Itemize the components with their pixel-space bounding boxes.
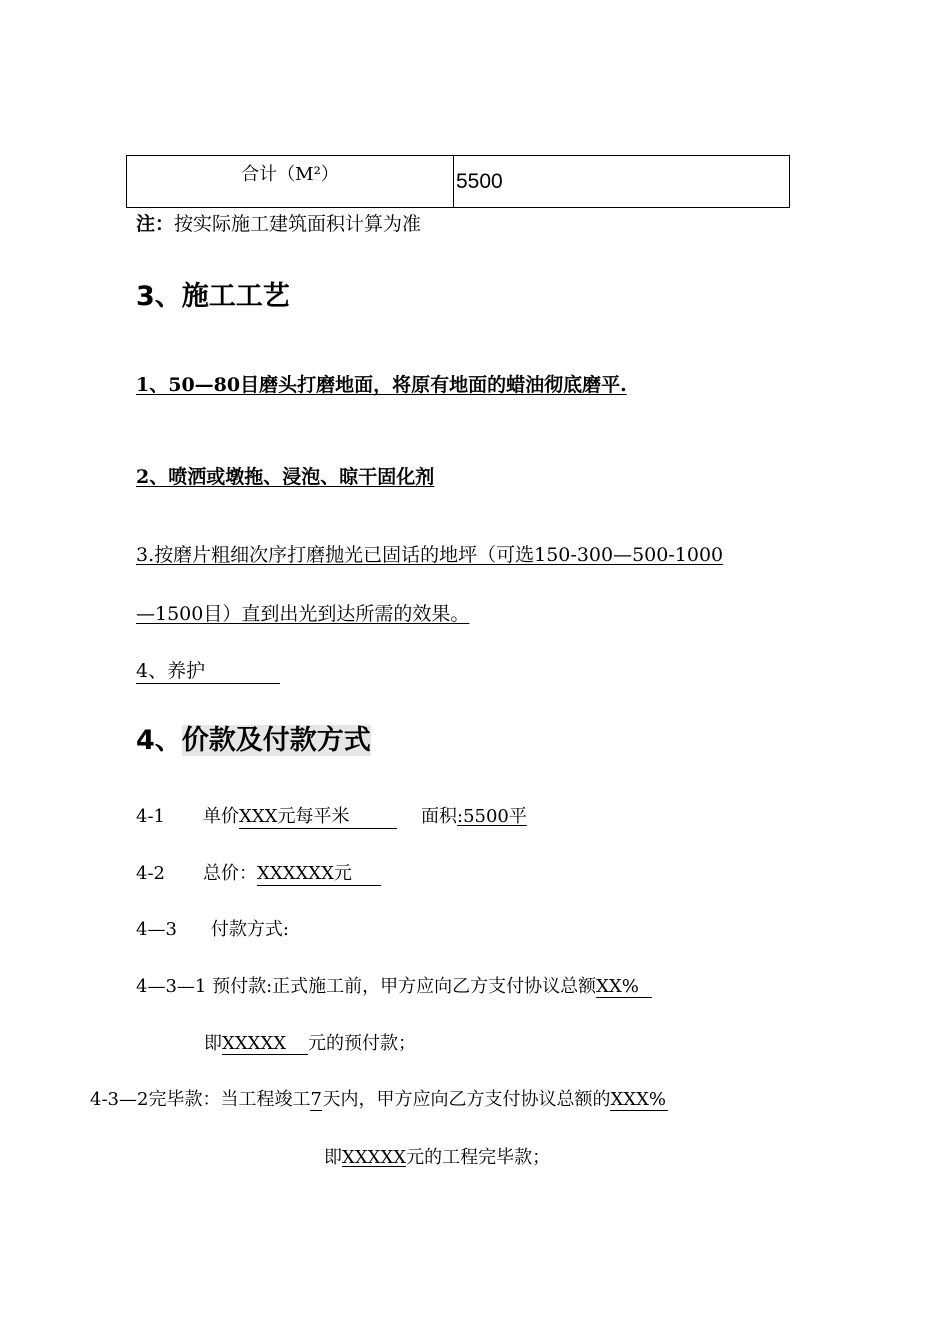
process-step-4 bbox=[136, 656, 280, 684]
process-step-2: 2、喷洒或墩拖、浸泡、晾干固化剂 bbox=[136, 466, 435, 488]
row-4-3 bbox=[136, 915, 289, 941]
total-price-value: XXXXXX元 bbox=[257, 859, 381, 886]
row-4-1-label: 4-1 bbox=[136, 806, 165, 827]
row-final-amount bbox=[324, 1143, 550, 1169]
note-prefix: 注： bbox=[136, 213, 175, 235]
row-4-3-2 bbox=[90, 1085, 668, 1111]
row-4-2-text: 总价： bbox=[203, 863, 257, 884]
table-row bbox=[127, 156, 790, 208]
final-amount-value: XXXXX bbox=[342, 1147, 407, 1168]
section-4-heading bbox=[136, 718, 371, 757]
process-step-1: 1、50—80目磨头打磨地面，将原有地面的蜡油彻底磨平. bbox=[136, 374, 627, 396]
area-label: 面积 bbox=[421, 806, 457, 827]
row-4-2-label: 4-2 bbox=[136, 863, 165, 884]
unit-price-value: XXX元每平米 bbox=[239, 802, 397, 829]
row-4-3-text: 付款方式: bbox=[210, 919, 289, 940]
final-suffix: 元的工程完毕款； bbox=[406, 1147, 551, 1168]
row-4-1 bbox=[136, 802, 527, 829]
prepay-percent-value: XX% bbox=[596, 976, 652, 998]
final-percent-value: XXX% bbox=[610, 1089, 668, 1111]
area-value: :5500平 bbox=[457, 806, 527, 827]
total-label-cell: 合计（M²） bbox=[127, 156, 454, 208]
row-4-3-label: 4—3 bbox=[136, 919, 177, 940]
row-4-3-1-text: 4—3—1 预付款:正式施工前，甲方应向乙方支付协议总额 bbox=[136, 976, 597, 997]
prepay-amount-value: XXXXX bbox=[222, 1033, 308, 1055]
row-prepay-amount bbox=[204, 1029, 416, 1055]
row-4-3-2-text2: 天内，甲方应向乙方支付协议总额的 bbox=[322, 1089, 611, 1110]
total-value-cell: 5500 bbox=[454, 156, 790, 208]
note-text: 按实际施工建筑面积计算为准 bbox=[174, 213, 422, 235]
process-step-3: 3.按磨片粗细次序打磨抛光已固话的地坪（可选150-300—500-1000 bbox=[136, 544, 724, 566]
row-4-3-2-text: 4-3—2完毕款：当工程竣工 bbox=[90, 1089, 311, 1110]
process-step-3-cont: —1500目）直到出光到达所需的效果。 bbox=[136, 603, 470, 625]
process-step-4-text: 4、养护 bbox=[136, 656, 280, 684]
prepay-suffix: 元的预付款； bbox=[308, 1033, 416, 1054]
total-table bbox=[126, 155, 790, 208]
row-4-1-unit: 单价 bbox=[203, 806, 239, 827]
prepay-prefix: 即 bbox=[204, 1033, 222, 1054]
note bbox=[136, 209, 421, 236]
row-4-2 bbox=[136, 859, 381, 886]
completion-days-value: 7 bbox=[310, 1089, 322, 1110]
section-4-title: 价款及付款方式 bbox=[181, 725, 371, 756]
row-4-3-1 bbox=[136, 972, 652, 998]
section-3-heading: 3、施工工艺 bbox=[136, 281, 290, 312]
section-4-num: 4、 bbox=[136, 725, 182, 756]
final-prefix: 即 bbox=[324, 1147, 342, 1168]
